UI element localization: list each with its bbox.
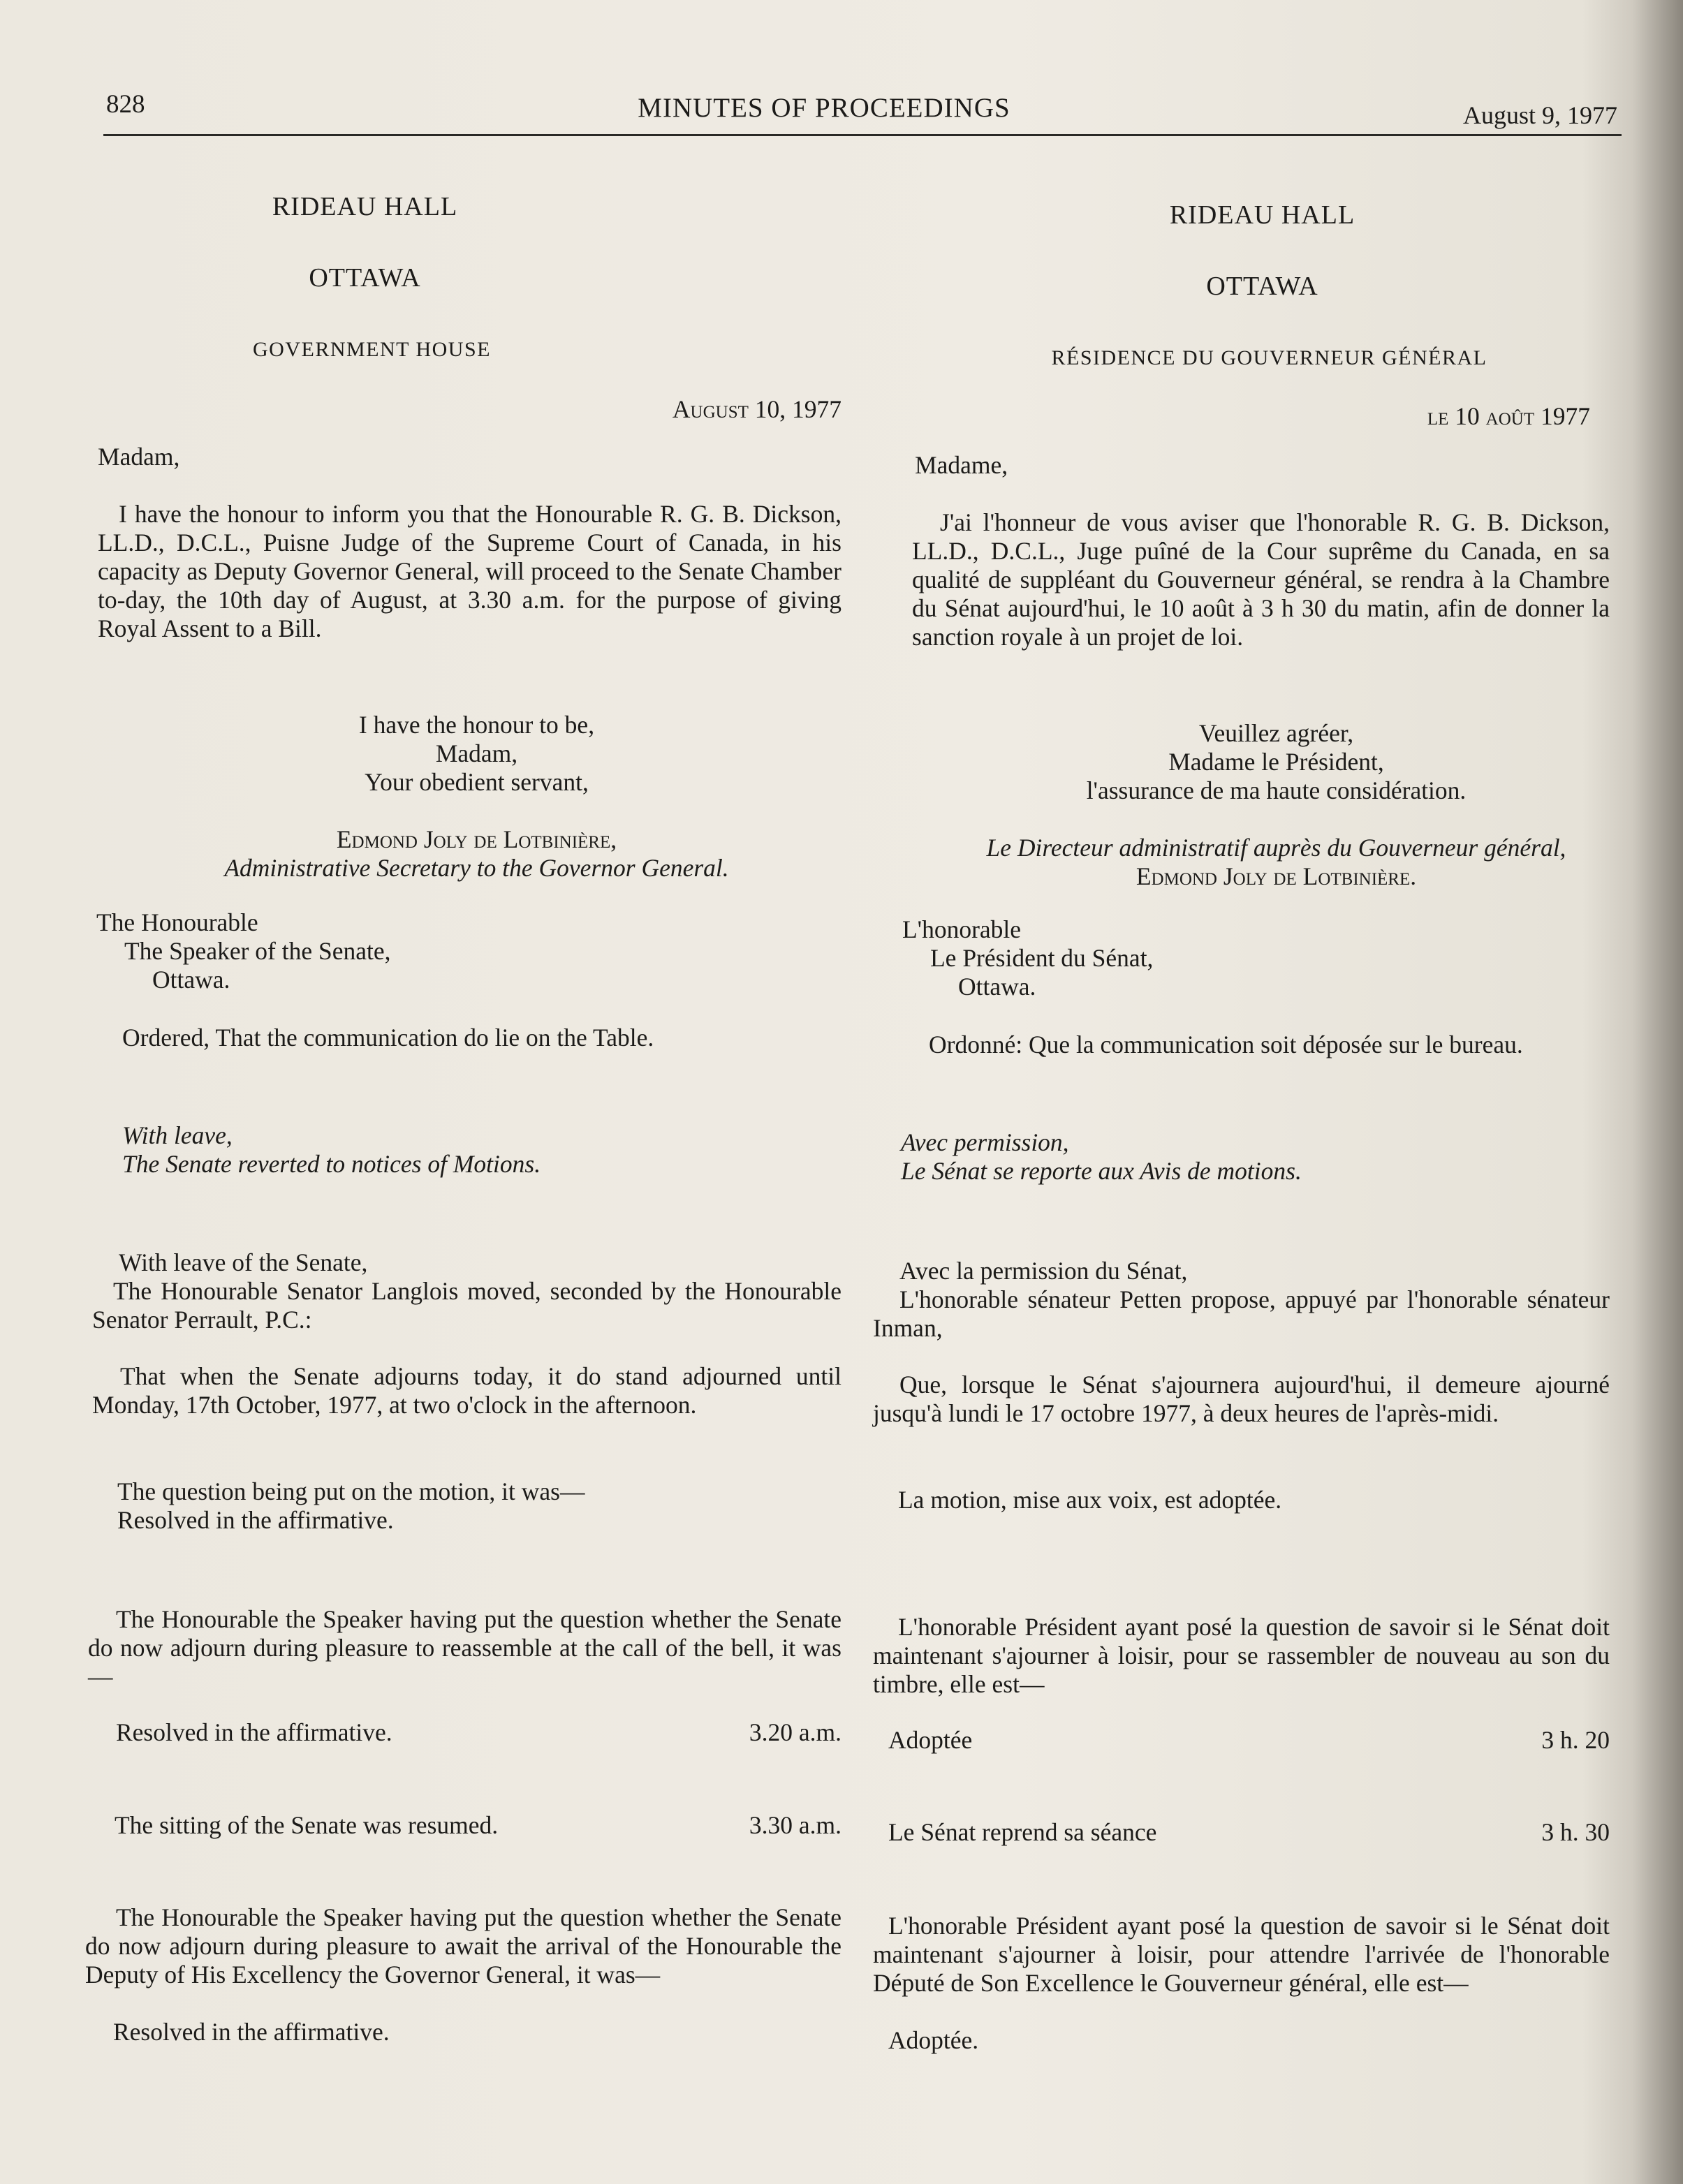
en-date: August 10, 1977 (672, 395, 842, 423)
en-addressee-3: Ottawa. (152, 966, 230, 994)
fr-date: le 10 août 1977 (1427, 402, 1590, 430)
en-motion-text: That when the Senate adjourns today, it do stand adjourned until Monday, 17th October, 1977, at two o'clock in the afternoon. (92, 1362, 842, 1419)
en-closing-1: I have the honour to be, (358, 711, 595, 739)
fr-question-1: La motion, mise aux voix, est adoptée. (898, 1486, 1282, 1514)
fr-addressee-1: L'honorable (902, 915, 1022, 943)
en-signatory: Edmond Joly de Lotbinière, (336, 825, 617, 853)
en-residence: GOVERNMENT HOUSE (253, 338, 491, 361)
fr-speaker-2: L'honorable Président ayant posé la question de savoir si le Sénat doit maintenant s'ajourner à loisir, pour attendre l'arrivée de l'honorable Député de Son Excellence le Gouverneur général, elle est— (873, 1912, 1610, 1997)
fr-leave-1: Avec permission, (901, 1128, 1069, 1156)
en-time-1: 3.20 a.m. (749, 1718, 842, 1746)
fr-leave-2: Le Sénat se reporte aux Avis de motions. (901, 1157, 1302, 1185)
en-motion-leave: With leave of the Senate, (119, 1248, 368, 1276)
fr-closing-3: l'assurance de ma haute considération. (1086, 776, 1467, 804)
fr-motion-mover: L'honorable sénateur Petten propose, appuyé par l'honorable sénateur Inman, (873, 1285, 1610, 1342)
en-resolved-2-row (116, 1718, 842, 1747)
en-resolved-2: Resolved in the affirmative. (116, 1718, 392, 1746)
fr-adopted-1-row (888, 1726, 1610, 1755)
fr-signatory: Edmond Joly de Lotbinière. (1136, 862, 1417, 890)
en-speaker-2: The Honourable the Speaker having put the question whether the Senate do now adjourn during pleasure to await the arrival of the Honourable the Deputy of His Excellency the Governor General, it was— (85, 1903, 842, 1989)
en-time-2: 3.30 a.m. (749, 1811, 842, 1839)
en-leave-2: The Senate reverted to notices of Motions. (122, 1150, 541, 1178)
fr-time-1: 3 h. 20 (1541, 1726, 1610, 1754)
fr-place: RIDEAU HALL (1169, 200, 1355, 230)
en-resolved-1: Resolved in the affirmative. (117, 1506, 394, 1534)
en-leave-1: With leave, (122, 1121, 233, 1149)
fr-ordered: Ordonné: Que la communication soit déposée sur le bureau. (929, 1031, 1523, 1058)
en-speaker-1: The Honourable the Speaker having put the question whether the Senate do now adjourn during pleasure to reassemble at the call of the bell, it was— (88, 1605, 842, 1690)
fr-signatory-title: Le Directeur administratif auprès du Gouverneur général, (986, 834, 1566, 862)
en-closing-3: Your obedient servant, (365, 768, 589, 796)
fr-motion-text: Que, lorsque le Sénat s'ajournera aujourd'hui, il demeure ajourné jusqu'à lundi le 17 octobre 1977, à deux heures de l'après-midi. (873, 1371, 1610, 1427)
en-signatory-title: Administrative Secretary to the Governor General. (224, 854, 729, 882)
fr-addressee-2: Le Président du Sénat, (930, 944, 1154, 972)
en-ordered: Ordered, That the communication do lie on the Table. (122, 1024, 654, 1052)
fr-adopted-1: Adoptée (888, 1726, 973, 1754)
fr-motion-leave: Avec la permission du Sénat, (899, 1257, 1188, 1285)
fr-time-2: 3 h. 30 (1541, 1818, 1610, 1846)
en-addressee-2: The Speaker of the Senate, (124, 937, 391, 965)
fr-addressee-3: Ottawa. (958, 973, 1036, 1001)
en-place: RIDEAU HALL (272, 192, 458, 221)
en-motion-mover: The Honourable Senator Langlois moved, seconded by the Honourable Senator Perrault, P.C.: (92, 1277, 842, 1334)
header-rule (103, 134, 1622, 136)
fr-resumed: Le Sénat reprend sa séance (888, 1818, 1157, 1846)
header-date: August 9, 1977 (1462, 101, 1617, 129)
en-city: OTTAWA (309, 263, 421, 293)
fr-city: OTTAWA (1206, 272, 1318, 301)
en-resumed-row (115, 1811, 842, 1840)
en-addressee-1: The Honourable (96, 908, 258, 936)
fr-closing-1: Veuillez agréer, (1198, 719, 1354, 747)
en-salutation: Madam, (98, 443, 180, 471)
fr-body: J'ai l'honneur de vous aviser que l'honorable R. G. B. Dickson, LL.D., D.C.L., Juge puîné de la Cour suprême du Canada, en sa qualité de suppléant du Gouverneur général, se rendra à la Chambre du Sénat aujourd'hui, le 10 août à 3 h 30 du matin, afin de donner la sanction royale à un projet de loi. (912, 508, 1610, 651)
en-closing-2: Madam, (435, 739, 518, 767)
en-resolved-3: Resolved in the affirmative. (113, 2018, 390, 2046)
fr-adopted-2: Adoptée. (888, 2026, 979, 2054)
page-number: 828 (106, 90, 145, 119)
fr-speaker-1: L'honorable Président ayant posé la question de savoir si le Sénat doit maintenant s'ajourner à loisir, pour se rassembler de nouveau au son du timbre, elle est— (873, 1613, 1610, 1698)
fr-closing-2: Madame le Président, (1168, 748, 1384, 776)
en-question-1: The question being put on the motion, it was— (117, 1477, 585, 1505)
en-resumed: The sitting of the Senate was resumed. (115, 1811, 499, 1839)
fr-residence: RÉSIDENCE DU GOUVERNEUR GÉNÉRAL (1051, 346, 1487, 369)
page-header (103, 82, 1622, 138)
fr-salutation: Madame, (915, 451, 1008, 479)
running-title: MINUTES OF PROCEEDINGS (638, 93, 1010, 123)
fr-resumed-row (888, 1818, 1610, 1847)
en-body: I have the honour to inform you that the Honourable R. G. B. Dickson, LL.D., D.C.L., Puisne Judge of the Supreme Court of Canada, in his capacity as Deputy Governor General, will proceed to the Senate Chamber to-day, the 10th day of August, at 3.30 a.m. for the purpose of giving Royal Assent to a Bill. (98, 500, 842, 642)
